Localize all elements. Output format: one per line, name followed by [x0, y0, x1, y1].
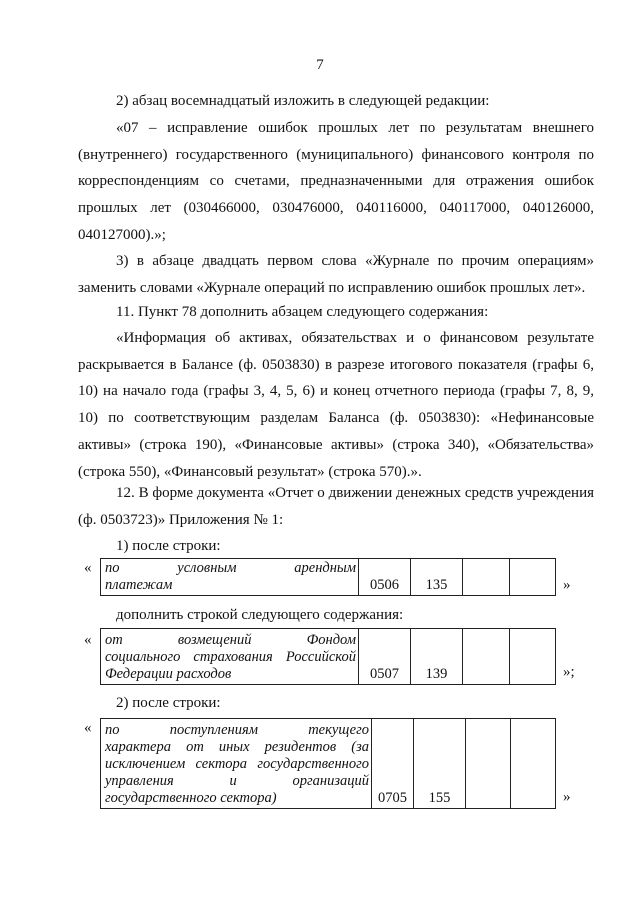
row-number-cell: 155 [414, 719, 466, 809]
desc-line: государственного сектора) [105, 790, 277, 806]
row-description [101, 719, 372, 809]
paragraph-add-row: дополнить строкой следующего содержания: [116, 607, 404, 623]
row-number-cell: 139 [411, 629, 463, 685]
form-row-table-3 [100, 718, 556, 809]
row-code-cell: 0506 [359, 559, 411, 596]
desc-line: по поступлениям текущего [105, 722, 369, 738]
empty-cell [510, 629, 556, 685]
empty-cell [510, 559, 556, 596]
empty-cell [511, 719, 556, 809]
row-description [101, 629, 359, 685]
desc-line: от возмещений Фондом [105, 632, 356, 648]
desc-line: управления и организаций [105, 773, 369, 789]
table3-close-quote: » [563, 789, 571, 805]
empty-cell [463, 629, 510, 685]
table2-open-quote: « [84, 632, 92, 648]
desc-line: исключением сектора государственного [105, 756, 369, 772]
row-description [101, 559, 359, 596]
desc-line: по условным арендным [105, 560, 356, 576]
form-row-table-2 [100, 628, 556, 685]
paragraph-balance-info: «Информация об активах, обязательствах и о финансовом результате раскрывается в Балансе (ф. 0503830) в разрезе итогового показателя (графы 6, 10) на начало года (графы 3, 4, 5, 6) и конец отчетного периода (графы 7, 8, 9, 10) по соответствующим разделам Баланса (ф. 0503830): «Нефинансовые активы» (строка 190), «Финансовые активы» (строка 340), «Обязательства» (строка 550), «Финансовый результат» (строка 570).». [78, 330, 594, 480]
page-number: 7 [316, 57, 324, 73]
row-code-cell: 0507 [359, 629, 411, 685]
paragraph-item-3: 3) в абзаце двадцать первом слова «Журнале по прочим операциям» заменить словами «Журнале операций по исправлению ошибок прошлых лет». [78, 253, 594, 296]
paragraph-code-07: «07 – исправление ошибок прошлых лет по результатам внешнего (внутреннего) государственного (муниципального) финансового контроля по корреспонденциям со счетами, предназначенными для отражения ошибок прошлых лет (030466000, 030476000, 040116000, 040117000, 040126000, 040127000).»; [78, 120, 594, 243]
paragraph-after-row-2: 2) после строки: [116, 695, 221, 711]
empty-cell [466, 719, 511, 809]
table2-close-quote: »; [563, 664, 575, 680]
paragraph-item-2: 2) абзац восемнадцатый изложить в следующей редакции: [116, 93, 490, 109]
desc-line: характера от иных резидентов (за [105, 739, 369, 755]
table1-open-quote: « [84, 560, 92, 576]
desc-line: Федерации расходов [105, 666, 232, 682]
form-row-table-1 [100, 558, 556, 596]
paragraph-point-12: 12. В форме документа «Отчет о движении денежных средств учреждения (ф. 0503723)» Приложения № 1: [78, 485, 594, 528]
paragraph-point-11: 11. Пункт 78 дополнить абзацем следующего содержания: [116, 304, 489, 320]
table1-close-quote: » [563, 577, 571, 593]
row-number-cell: 135 [411, 559, 463, 596]
empty-cell [463, 559, 510, 596]
desc-line: платежам [105, 577, 173, 593]
desc-line: социального страхования Российской [105, 649, 356, 665]
paragraph-after-row-1: 1) после строки: [116, 538, 221, 554]
table3-open-quote: « [84, 720, 92, 736]
row-code-cell: 0705 [372, 719, 414, 809]
